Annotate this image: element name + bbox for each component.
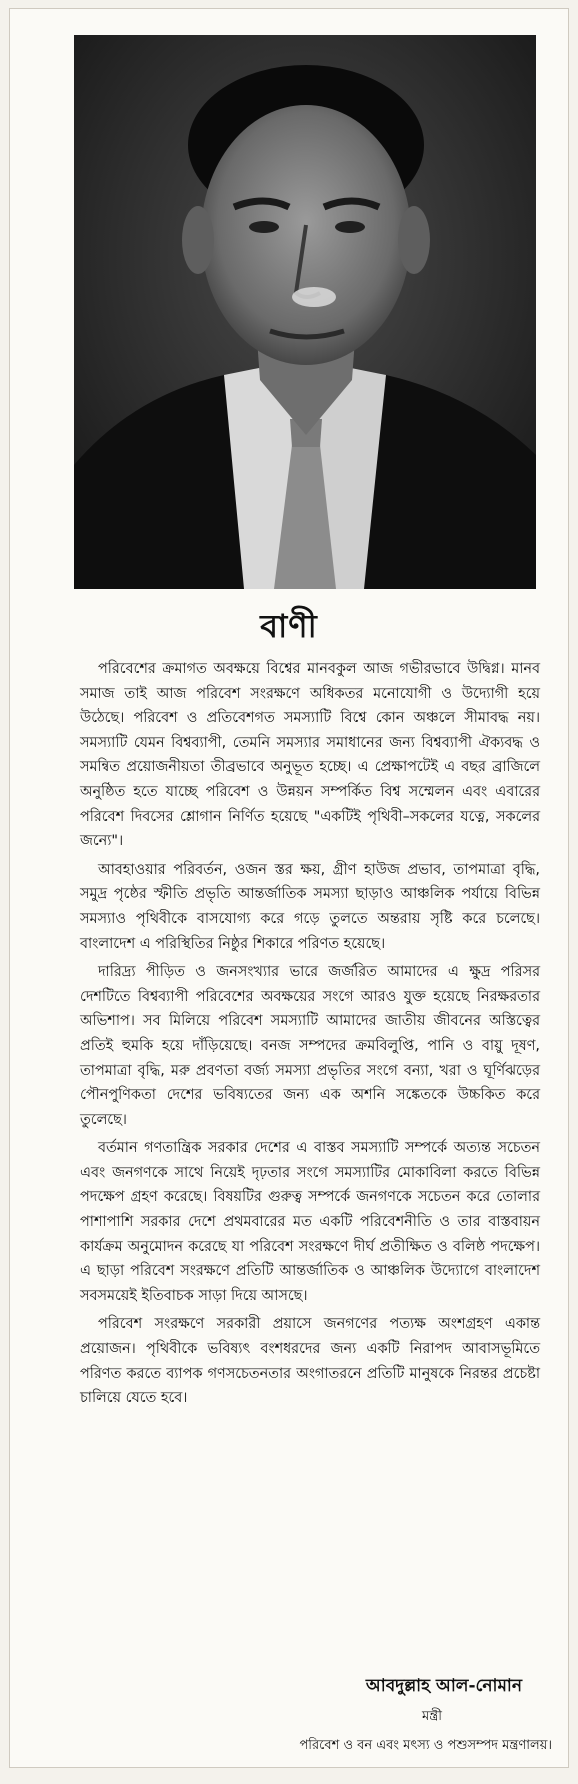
signatory-title: মন্ত্রী <box>422 1709 442 1724</box>
page-title: বাণী <box>260 607 318 645</box>
paragraph: দারিদ্র্য পীড়িত ও জনসংখ্যার ভারে জর্জরিত আমাদের এ ক্ষুদ্র পরিসর দেশটিতে বিশ্বব্যাপী পরিবেশের অবক্ষয়ের সংগে আরও যুক্ত হয়েছে নিরক্ষরতার অভিশাপ। সব মিলিয়ে পরিবেশ সমস্যাটি আমাদের জাতীয় জীবনের অস্তিত্বের প্রতিই হুমকি হয়ে দাঁড়িয়েছে। বনজ সম্পদের ক্রমবিলুপ্তি, পানি ও বায়ু দূষণ, তাপমাত্রা বৃদ্ধি, মরু প্রবণতা বর্জ্য সমস্যা প্রভৃতির সংগে বন্যা, খরা ও ঘূর্ণিঝড়ের পৌনপুণিকতা দেশের ভবিষ্যতের জন্য এক অশনি সঙ্কেতকে উচ্চকিত করে তুলেছে। <box>80 964 540 1128</box>
paragraph: পরিবেশ সংরক্ষণে সরকারী প্রয়াসে জনগণের পত্যক্ষ অংশগ্রহণ একান্ত প্রয়োজন। পৃথিবীকে ভবিষ্যৎ বংশধরদের জন্য একটি নিরাপদ আবাসভূমিতে পরিণত করতে ব্যাপক গণসচেতনতার অংগাতরনে প্রতিটি মানুষকে নিরন্তর প্রচেষ্টা চালিয়ে যেতে হবে। <box>80 1316 540 1407</box>
message-body <box>80 657 540 1415</box>
signatory-name: আবদুল্লাহ আল-নোমান <box>365 1676 522 1696</box>
signature-block <box>10 1673 552 1757</box>
paragraph: পরিবেশের ক্রমাগত অবক্ষয়ে বিশ্বের মানবকুল আজ গভীরভাবে উদ্বিগ্ন। মানব সমাজ তাই আজ পরিবেশ সংরক্ষণে অধিকতর মনোযোগী ও উদ্যোগী হয়ে উঠেছে। পরিবেশ ও প্রতিবেশগত সমস্যাটি বিশ্বে কোন অঞ্চলে সীমাবদ্ধ নয়। সমস্যাটি যেমন বিশ্বব্যাপী, তেমনি সমস্যার সমাধানের জন্য বিশ্বব্যাপী ঐক্যবদ্ধ ও সমন্বিত প্রয়োজনীয়তা তীব্রভাবে অনুভূত হচ্ছে। এ প্রেক্ষাপটেই এ বছর ব্রাজিলে অনুষ্ঠিত হতে যাচ্ছে পরিবেশ ও উন্নয়ন সম্পর্কিত বিশ্ব সম্মেলন এবং এবারের পরিবেশ দিবসের শ্লোগান নির্ণিত হয়েছে "একটিই পৃথিবী–সকলের যত্নে, সকলের জন্যে"। <box>80 661 540 850</box>
message-page <box>9 8 569 1768</box>
paragraph: বর্তমান গণতান্ত্রিক সরকার দেশের এ বাস্তব সমস্যাটি সম্পর্কে অত্যন্ত সচেতন এবং জনগণকে সাথে নিয়েই দৃঢ়তার সংগে সমস্যাটির মোকাবিলা করতে বিভিন্ন পদক্ষেপ গ্রহণ করেছে। বিষয়টির গুরুত্ব সম্পর্কে জনগণকে সচেতন করে তোলার পাশাপাশি সরকার দেশে প্রথমবারের মত একটি পরিবেশনীতি ও তার বাস্তবায়ন কার্যক্রম অনুমোদন করেছে যা পরিবেশ সংরক্ষণে দীর্ঘ প্রতীক্ষিত ও বলিষ্ঠ পদক্ষেপ। এ ছাড়া পরিবেশ সংরক্ষণে প্রতিটি আন্তর্জাতিক ও আঞ্চলিক উদ্যোগে বাংলাদেশ সবসময়েই ইতিবাচক সাড়া দিয়ে আসছে। <box>80 1140 540 1304</box>
ministry-name: পরিবেশ ও বন এবং মৎস্য ও পশুসম্পদ মন্ত্রণালয়। <box>299 1738 552 1753</box>
paragraph: আবহাওয়ার পরিবর্তন, ওজন স্তর ক্ষয়, গ্রীণ হাউজ প্রভাব, তাপমাত্রা বৃদ্ধি, সমুদ্র পৃষ্ঠের স্ফীতি প্রভৃতি আন্তর্জাতিক সমস্যা ছাড়াও আঞ্চলিক পর্যায়ে বিভিন্ন সমস্যাও পৃথিবীকে বাসযোগ্য করে গড়ে তুলতে অন্তরায় সৃষ্টি করে চলেছে। বাংলাদেশ এ পরিস্থিতির নিষ্ঠুর শিকারে পরিণত হয়েছে। <box>80 861 540 952</box>
portrait-photo <box>74 35 536 589</box>
